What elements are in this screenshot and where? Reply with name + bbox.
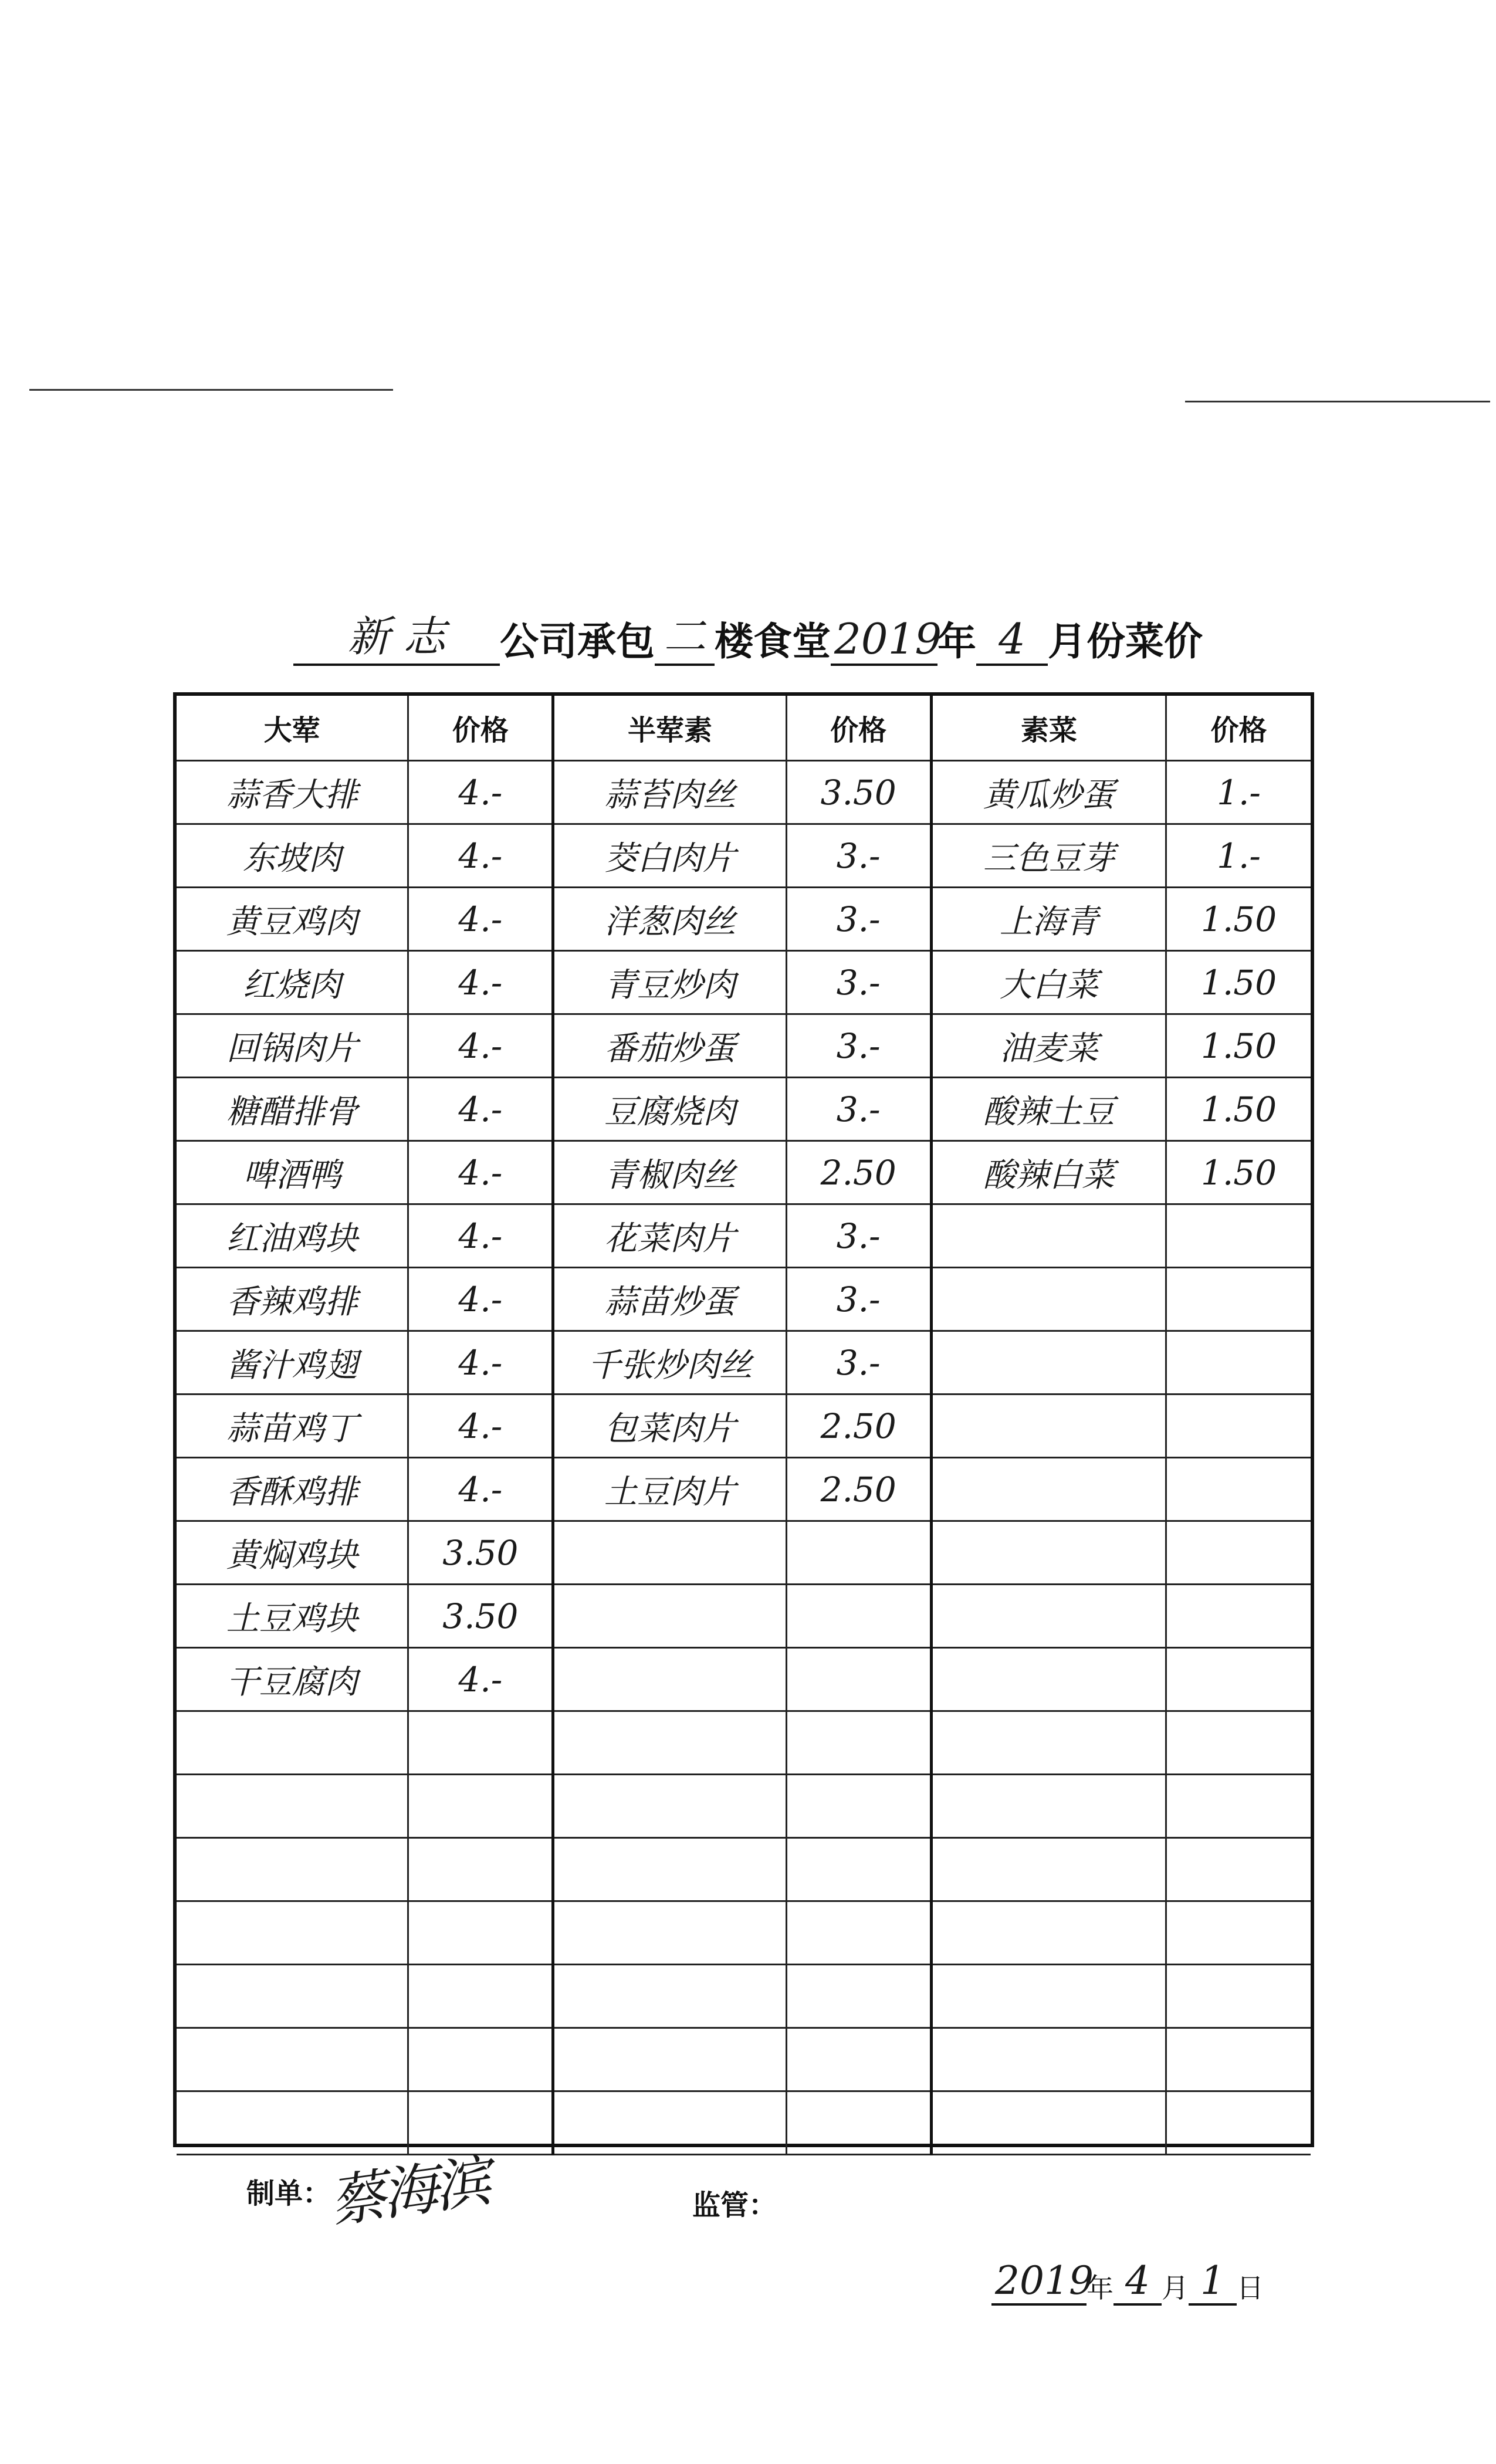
- price-cell: 3.-: [836, 835, 881, 876]
- month-suffix: 月份菜价: [1048, 619, 1203, 664]
- table-row: [933, 888, 1311, 952]
- date-day-field: 1: [1189, 2258, 1237, 2306]
- table-row: [177, 1839, 551, 1902]
- table-row: [177, 2092, 551, 2155]
- company-suffix: 公司承包: [500, 619, 655, 664]
- dish-name-cell: 酸辣白菜: [933, 1142, 1167, 1203]
- table-row: [554, 1142, 929, 1205]
- dish-name-cell: 茭白肉片: [554, 825, 787, 886]
- price-cell: [787, 2092, 930, 2154]
- table-row: [177, 2029, 551, 2092]
- table-row: [177, 825, 551, 888]
- table-section: [933, 696, 1311, 2155]
- price-cell: 4.-: [458, 1469, 503, 1509]
- dish-name-cell: [933, 1712, 1167, 1773]
- table-row: [933, 825, 1311, 888]
- table-row: [933, 1332, 1311, 1395]
- table-row: [554, 1522, 929, 1585]
- floor-field: 二: [655, 603, 715, 666]
- price-cell: 3.-: [836, 1089, 881, 1129]
- price-cell: 2.50: [820, 1469, 896, 1509]
- table-row: [177, 1395, 551, 1458]
- price-cell: 2.50: [820, 1152, 896, 1193]
- table-row: [554, 1395, 929, 1458]
- table-row: [933, 1585, 1311, 1649]
- table-header-row: [554, 696, 929, 761]
- price-cell: [409, 1965, 551, 2027]
- price-cell: [1167, 1649, 1311, 1710]
- price-cell: [1167, 1268, 1311, 1330]
- price-cell: [1167, 1458, 1311, 1520]
- price-cell: 1.-: [1217, 835, 1261, 876]
- dish-name-cell: [554, 1775, 787, 1837]
- table-row: [554, 952, 929, 1015]
- year-label: 年: [937, 619, 976, 664]
- price-cell: 4.-: [458, 1152, 503, 1193]
- dish-name-cell: [554, 1839, 787, 1900]
- dish-name-cell: 番茄炒蛋: [554, 1015, 787, 1077]
- table-row: [177, 1712, 551, 1775]
- dish-name-cell: 黄焖鸡块: [177, 1522, 409, 1583]
- price-cell: 4.-: [458, 1089, 503, 1129]
- dish-name-cell: [933, 1522, 1167, 1583]
- price-cell: 4.-: [458, 1342, 503, 1383]
- dish-name-cell: 花菜肉片: [554, 1205, 787, 1267]
- price-cell: 3.50: [442, 1596, 519, 1636]
- table-row: [933, 1268, 1311, 1332]
- dish-name-cell: 豆腐烧肉: [554, 1078, 787, 1140]
- date-month-label: 月: [1162, 2272, 1189, 2304]
- price-cell: [409, 1712, 551, 1773]
- dish-name-cell: [177, 2029, 409, 2090]
- dish-name-cell: 蒜苗炒蛋: [554, 1268, 787, 1330]
- year-field: 2019: [831, 614, 937, 666]
- price-table: [173, 692, 1314, 2147]
- table-row: [554, 1458, 929, 1522]
- table-row: [177, 952, 551, 1015]
- table-row: [554, 1205, 929, 1268]
- table-row: [177, 1522, 551, 1585]
- table-row: [933, 1775, 1311, 1839]
- table-row: [177, 1965, 551, 2029]
- price-cell: 3.-: [836, 1216, 881, 1256]
- dish-name-cell: 千张炒肉丝: [554, 1332, 787, 1393]
- dish-name-cell: 黄豆鸡肉: [177, 888, 409, 950]
- date-day-label: 日: [1237, 2272, 1264, 2304]
- table-row: [933, 2029, 1311, 2092]
- dish-name-cell: 糖醋排骨: [177, 1078, 409, 1140]
- table-row: [177, 1649, 551, 1712]
- table-row: [554, 1649, 929, 1712]
- table-row: [933, 1458, 1311, 1522]
- price-cell: 3.-: [836, 1025, 881, 1066]
- header-price: 价格: [452, 714, 509, 747]
- dish-name-cell: 上海青: [933, 888, 1167, 950]
- price-cell: 1.-: [1217, 772, 1261, 813]
- price-cell: [787, 1585, 930, 1647]
- price-cell: [787, 1965, 930, 2027]
- header-dish: 半荤素: [554, 696, 787, 760]
- price-cell: [1167, 2092, 1311, 2154]
- table-row: [554, 2092, 929, 2155]
- dish-name-cell: 红烧肉: [177, 952, 409, 1013]
- dish-name-cell: [177, 1965, 409, 2027]
- price-cell: 4.-: [458, 1659, 503, 1700]
- date-year-field: 2019: [991, 2258, 1087, 2306]
- price-cell: [1167, 1205, 1311, 1267]
- price-cell: [787, 1775, 930, 1837]
- price-cell: 4.-: [458, 962, 503, 1003]
- dish-name-cell: 土豆鸡块: [177, 1585, 409, 1647]
- price-cell: [1167, 1839, 1311, 1900]
- table-row: [177, 888, 551, 952]
- table-row: [554, 1078, 929, 1142]
- price-cell: 3.50: [820, 772, 896, 813]
- price-cell: [787, 1522, 930, 1583]
- price-cell: 2.50: [820, 1406, 896, 1446]
- dish-name-cell: 青椒肉丝: [554, 1142, 787, 1203]
- price-cell: [1167, 1965, 1311, 2027]
- price-cell: [787, 1839, 930, 1900]
- table-row: [554, 761, 929, 825]
- dish-name-cell: [177, 1839, 409, 1900]
- dish-name-cell: 干豆腐肉: [177, 1649, 409, 1710]
- table-row: [177, 1585, 551, 1649]
- dish-name-cell: 三色豆芽: [933, 825, 1167, 886]
- price-cell: [409, 1775, 551, 1837]
- dish-name-cell: [933, 1649, 1167, 1710]
- table-row: [933, 1395, 1311, 1458]
- table-row: [554, 1775, 929, 1839]
- dish-name-cell: [933, 2029, 1167, 2090]
- table-row: [933, 1142, 1311, 1205]
- dish-name-cell: 东坡肉: [177, 825, 409, 886]
- date-year-label: 年: [1087, 2272, 1113, 2304]
- table-row: [933, 1839, 1311, 1902]
- dish-name-cell: [933, 2092, 1167, 2154]
- dish-name-cell: 红油鸡块: [177, 1205, 409, 1267]
- dish-name-cell: 蒜香大排: [177, 761, 409, 823]
- dish-name-cell: [933, 1839, 1167, 1900]
- price-cell: [1167, 1902, 1311, 1964]
- canteen-label: 楼食堂: [715, 619, 831, 664]
- table-row: [933, 952, 1311, 1015]
- dish-name-cell: [177, 1902, 409, 1964]
- table-row: [177, 1332, 551, 1395]
- table-header-row: [177, 696, 551, 761]
- price-cell: [1167, 1712, 1311, 1773]
- price-cell: [1167, 1395, 1311, 1457]
- dish-name-cell: 蒜苗鸡丁: [177, 1395, 409, 1457]
- dish-name-cell: [933, 1395, 1167, 1457]
- maker-signature: 蔡海滨: [325, 2148, 492, 2236]
- table-row: [933, 1205, 1311, 1268]
- dish-name-cell: 大白菜: [933, 952, 1167, 1013]
- table-row: [177, 1015, 551, 1078]
- table-row: [177, 1078, 551, 1142]
- price-cell: [1167, 1585, 1311, 1647]
- table-row: [554, 2029, 929, 2092]
- dish-name-cell: [933, 1268, 1167, 1330]
- table-row: [177, 761, 551, 825]
- dish-name-cell: 土豆肉片: [554, 1458, 787, 1520]
- dish-name-cell: [554, 2029, 787, 2090]
- table-row: [554, 1585, 929, 1649]
- table-row: [554, 1015, 929, 1078]
- table-section: [554, 696, 932, 2155]
- table-section: [177, 696, 554, 2155]
- dish-name-cell: [554, 1712, 787, 1773]
- scan-line-left: [29, 389, 393, 391]
- date-month-field: 4: [1113, 2258, 1162, 2306]
- price-cell: 3.-: [836, 1279, 881, 1319]
- table-row: [554, 1712, 929, 1775]
- month-field: 4: [976, 614, 1048, 666]
- table-row: [554, 825, 929, 888]
- price-cell: [1167, 1775, 1311, 1837]
- table-row: [933, 1522, 1311, 1585]
- dish-name-cell: [554, 1649, 787, 1710]
- table-row: [933, 1649, 1311, 1712]
- price-cell: [787, 1649, 930, 1710]
- price-cell: [409, 1839, 551, 1900]
- price-cell: 4.-: [458, 1216, 503, 1256]
- table-row: [554, 888, 929, 952]
- dish-name-cell: 青豆炒肉: [554, 952, 787, 1013]
- company-name-field: 新 志: [293, 603, 500, 666]
- table-row: [177, 1902, 551, 1965]
- price-cell: [787, 1902, 930, 1964]
- price-cell: 3.-: [836, 1342, 881, 1383]
- header-dish: 素菜: [933, 696, 1167, 760]
- table-row: [933, 1078, 1311, 1142]
- dish-name-cell: [177, 1712, 409, 1773]
- document-date: [991, 2247, 1297, 2306]
- dish-name-cell: 包菜肉片: [554, 1395, 787, 1457]
- dish-name-cell: [554, 1585, 787, 1647]
- dish-name-cell: 洋葱肉丝: [554, 888, 787, 950]
- dish-name-cell: [933, 1585, 1167, 1647]
- price-cell: [409, 2029, 551, 2090]
- table-row: [933, 1902, 1311, 1965]
- price-cell: 4.-: [458, 1025, 503, 1066]
- table-row: [177, 1268, 551, 1332]
- price-cell: [1167, 1332, 1311, 1393]
- table-row: [554, 1332, 929, 1395]
- price-cell: 3.50: [442, 1532, 519, 1573]
- dish-name-cell: 黄瓜炒蛋: [933, 761, 1167, 823]
- price-cell: 3.-: [836, 962, 881, 1003]
- dish-name-cell: [554, 1965, 787, 2027]
- price-cell: 1.50: [1200, 899, 1277, 939]
- price-cell: 1.50: [1200, 1025, 1277, 1066]
- dish-name-cell: [177, 1775, 409, 1837]
- dish-name-cell: [554, 1902, 787, 1964]
- table-row: [933, 1965, 1311, 2029]
- table-row: [933, 1712, 1311, 1775]
- price-cell: 4.-: [458, 835, 503, 876]
- supervisor-label: 监管：: [692, 2189, 777, 2222]
- table-row: [177, 1775, 551, 1839]
- maker-label: 制单：: [246, 2177, 331, 2210]
- dish-name-cell: 啤酒鸭: [177, 1142, 409, 1203]
- dish-name-cell: 香酥鸡排: [177, 1458, 409, 1520]
- dish-name-cell: [554, 1522, 787, 1583]
- price-cell: [787, 2029, 930, 2090]
- table-row: [554, 1839, 929, 1902]
- table-row: [554, 1268, 929, 1332]
- dish-name-cell: 回锅肉片: [177, 1015, 409, 1077]
- table-row: [177, 1142, 551, 1205]
- dish-name-cell: [933, 1332, 1167, 1393]
- price-cell: [1167, 1522, 1311, 1583]
- scan-line-right: [1185, 401, 1490, 402]
- price-cell: 4.-: [458, 772, 503, 813]
- dish-name-cell: 蒜苔肉丝: [554, 761, 787, 823]
- table-row: [177, 1205, 551, 1268]
- table-row: [933, 761, 1311, 825]
- price-cell: 1.50: [1200, 962, 1277, 1003]
- price-cell: [409, 1902, 551, 1964]
- price-cell: 4.-: [458, 1279, 503, 1319]
- dish-name-cell: [177, 2092, 409, 2154]
- price-cell: 4.-: [458, 899, 503, 939]
- dish-name-cell: [933, 1458, 1167, 1520]
- dish-name-cell: [933, 1205, 1167, 1267]
- dish-name-cell: [554, 2092, 787, 2154]
- table-row: [554, 1902, 929, 1965]
- dish-name-cell: [933, 1902, 1167, 1964]
- header-price: 价格: [1210, 714, 1267, 747]
- price-cell: 4.-: [458, 1406, 503, 1446]
- dish-name-cell: 香辣鸡排: [177, 1268, 409, 1330]
- table-row: [554, 1965, 929, 2029]
- price-cell: 1.50: [1200, 1089, 1277, 1129]
- header-dish: 大荤: [177, 696, 409, 760]
- dish-name-cell: [933, 1775, 1167, 1837]
- table-row: [177, 1458, 551, 1522]
- dish-name-cell: 酸辣土豆: [933, 1078, 1167, 1140]
- table-row: [933, 2092, 1311, 2155]
- table-row: [933, 1015, 1311, 1078]
- table-header-row: [933, 696, 1311, 761]
- price-cell: 1.50: [1200, 1152, 1277, 1193]
- price-cell: [1167, 2029, 1311, 2090]
- price-cell: [787, 1712, 930, 1773]
- dish-name-cell: 酱汁鸡翅: [177, 1332, 409, 1393]
- dish-name-cell: [933, 1965, 1167, 2027]
- document-title: [293, 590, 1232, 666]
- header-price: 价格: [830, 714, 887, 747]
- price-cell: 3.-: [836, 899, 881, 939]
- dish-name-cell: 油麦菜: [933, 1015, 1167, 1077]
